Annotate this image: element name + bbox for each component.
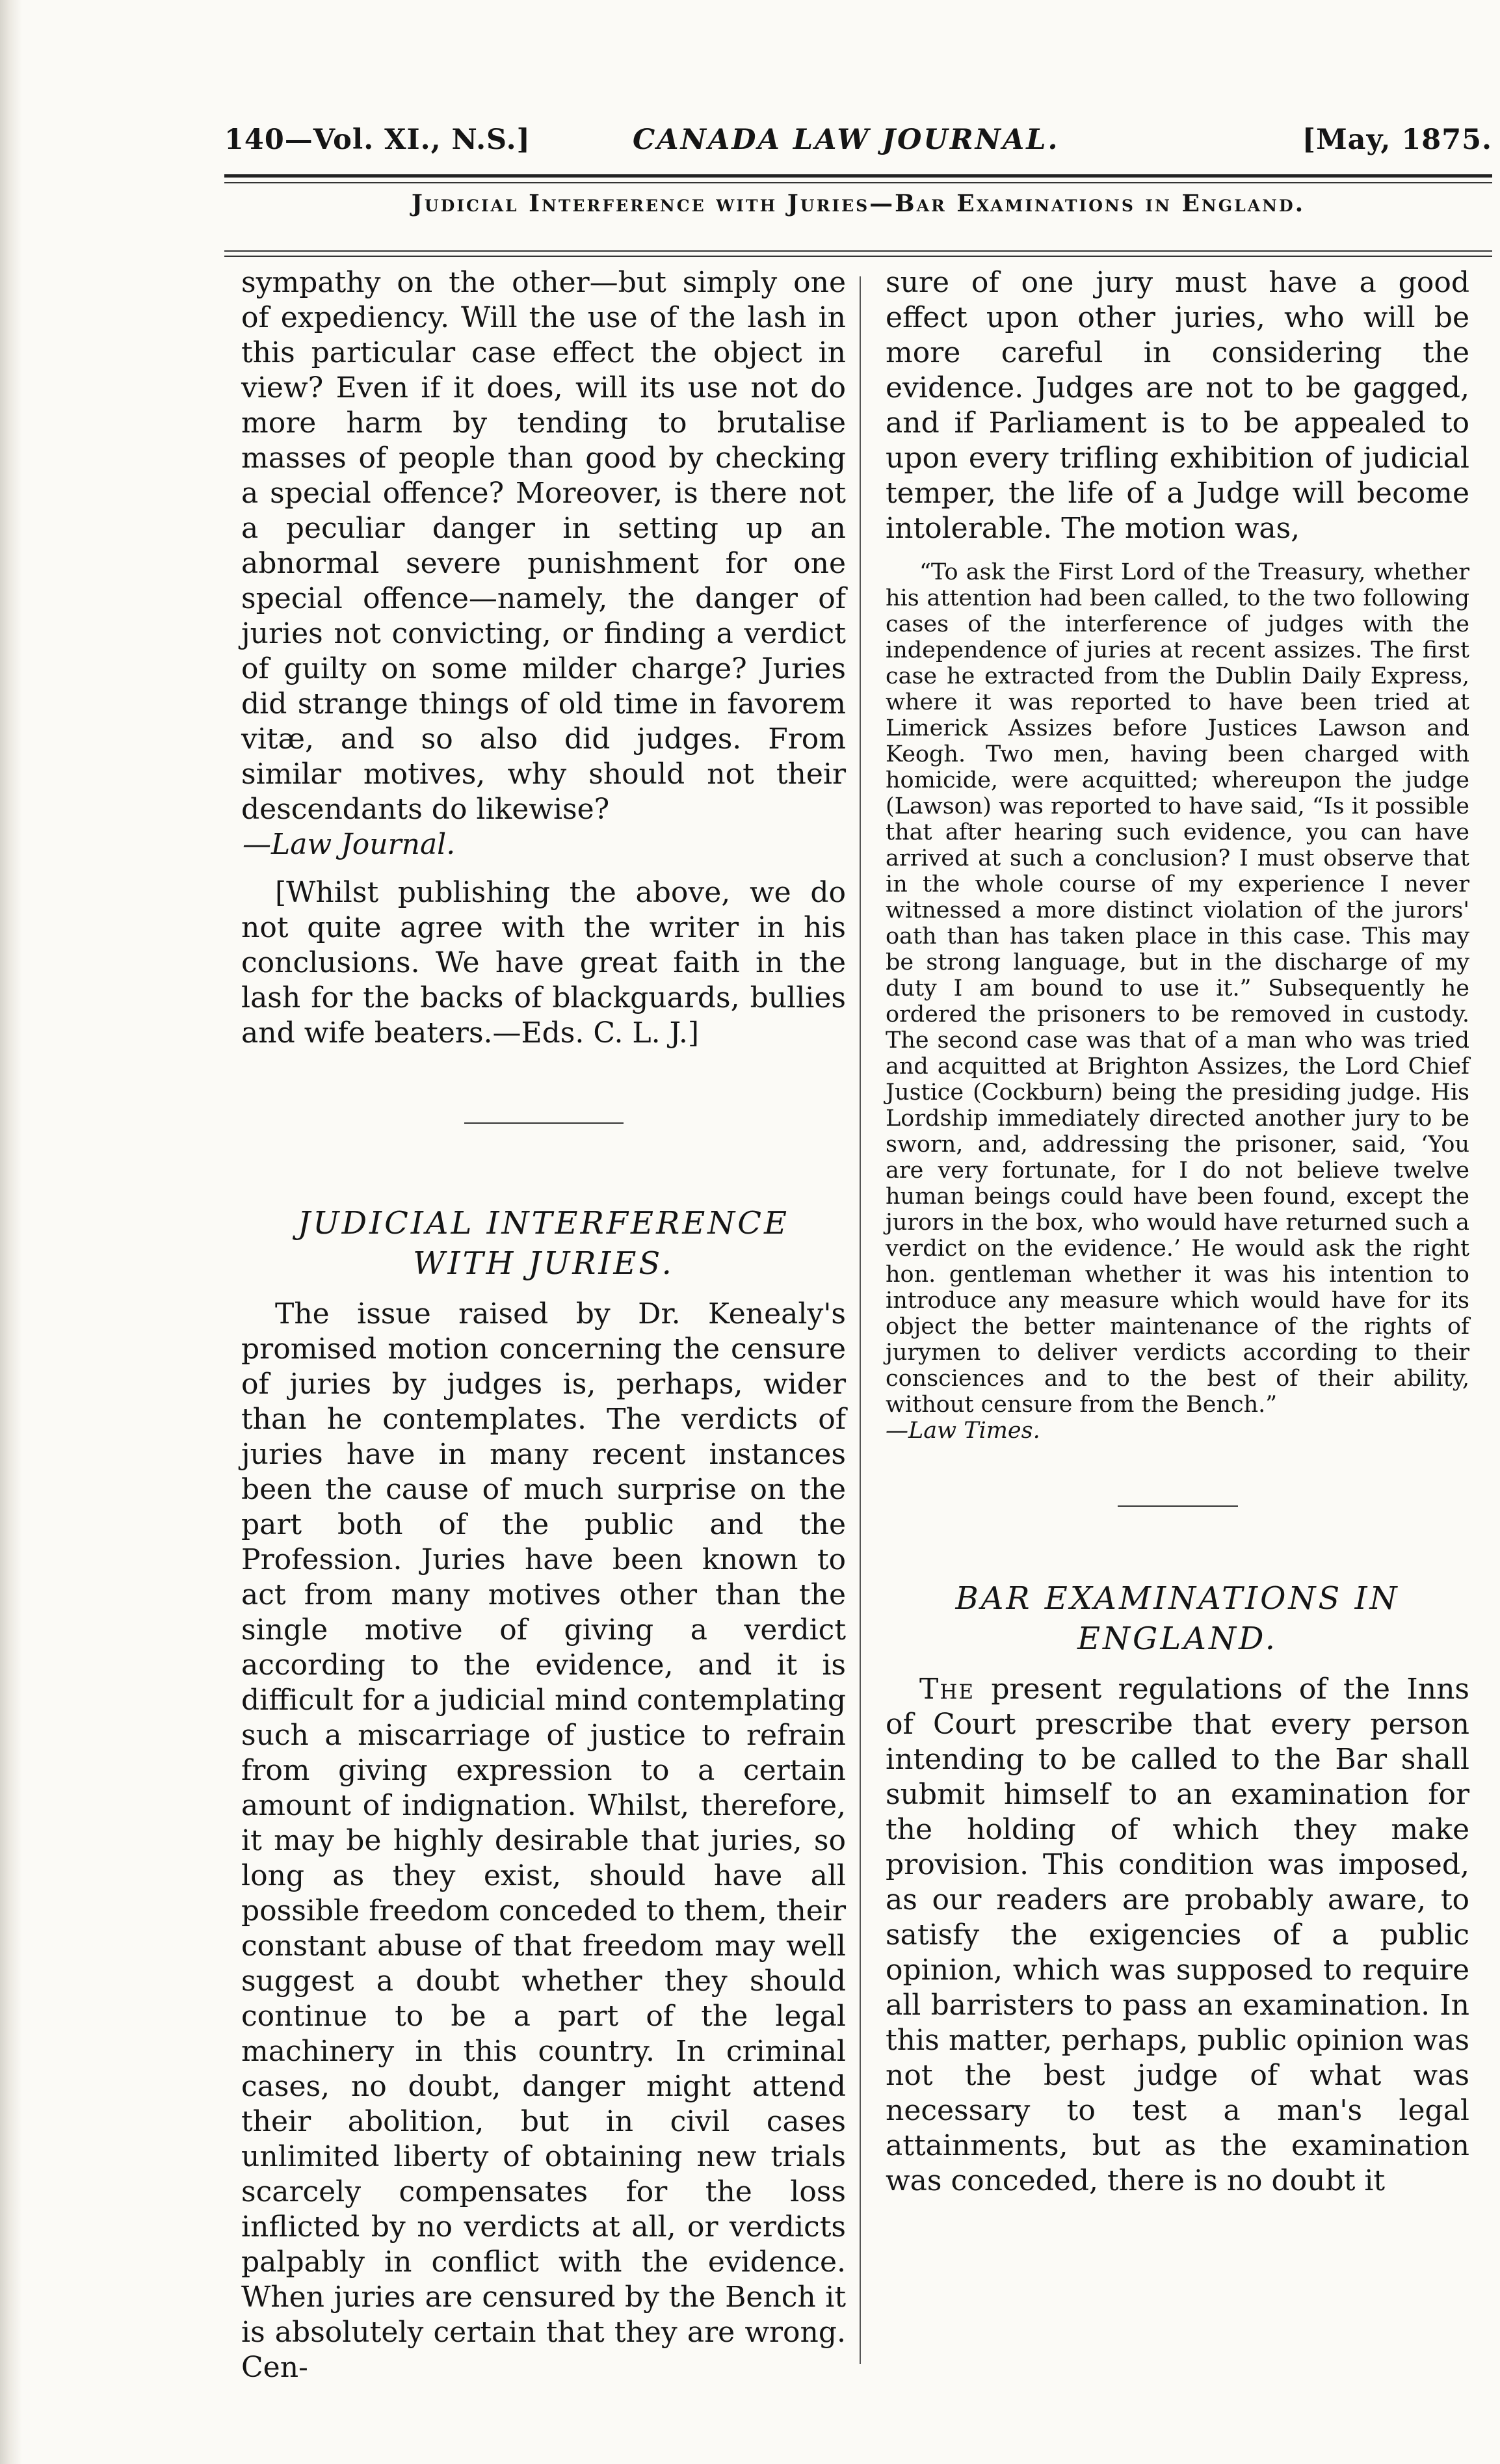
article-first-word: The: [919, 1673, 975, 1706]
source-citation: —Law Journal.: [243, 828, 456, 861]
quoted-motion: “To ask the First Lord of the Treasury, whether his attention had been called, to the two following cases of the interference of judges with the independence of juries at recent assizes. The first case he extracted from the Dublin Daily Express, where it was reported to have been tried at Limerick Assizes before Justices Lawson and Keogh. Two men, having been charged with homicide, were acquitted; whereupon the judge (Lawson) was reported to have said, “Is it possible that after hearing such evidence, you can have arrived at such a conclusion? I must observe that in the whole course of my experience I never witnessed a more distinct violation of the jurors' oath than has taken place in this case. This may be strong language, but in the discharge of my duty I am bound to use it.” Subsequently he ordered the prisoners to be removed in custody. The second case was that of a man who was tried and acquitted at Brighton Assizes, the Lord Chief Justice (Cockburn) being the presiding judge. His Lordship immediately directed another jury to be sworn, and, addressing the prisoner, said, ‘You are very fortunate, for I do not believe twelve human beings could have been found, except the jurors in the box, who would have returned such a verdict on the evidence.’ He would ask the right hon. gentleman whether it was his intention to introduce any measure which would have for its object the better maintenance of the rights of jurymen to deliver verdicts according to their consciences and to the best of their ability, without censure from the Bench.”: [886, 559, 1470, 1418]
left-column: [241, 265, 846, 2385]
section-rule-bottom: [224, 256, 1492, 257]
article-title-line-2: WITH JURIES.: [413, 1245, 674, 1282]
column-divider: [860, 276, 861, 2364]
right-column: [886, 265, 1469, 2199]
header-rule-thick: [224, 174, 1492, 178]
issue-date: [May, 1875.: [1302, 124, 1492, 156]
separator-space: [241, 1124, 846, 1203]
quote-source: —Law Times.: [886, 1418, 1040, 1444]
continued-paragraph-right: sure of one jury must have a good effect upon other juries, who will be more careful in considering the evidence. Judges are not to be gagged, and if Parliament is to be appealed to upon every trifling exhibition of judicial temper, the life of a Judge will become intolerable. The motion was,: [886, 266, 1469, 545]
section-rule-top: [224, 250, 1492, 252]
header-rule-thin: [224, 182, 1492, 183]
separator-space-right: [886, 1507, 1469, 1578]
running-head: [224, 116, 1492, 169]
editor-note: [Whilst publishing the above, we do not quite agree with the writer in his conclusions. We have great faith in the lash for the backs of blackguards, bullies and wife beaters.—Eds. C. L. J.]: [241, 876, 846, 1050]
article-title-line-2-right: ENGLAND.: [1077, 1621, 1278, 1657]
article-title-line-1-right: BAR EXAMINATIONS IN: [955, 1580, 1400, 1617]
article-title-line-1: JUDICIAL INTERFERENCE: [297, 1205, 790, 1241]
article-body-right: The present regulations of the Inns of Court prescribe that every person intending to be called to the Bar shall submit himself to an examination for the holding of which they make provision. This condition was imposed, as our readers are probably aware, to satisfy the exigencies of a public opinion, which was supposed to require all barristers to pass an examination. In this matter, perhaps, public opinion was not the best judge of what was necessary to test a man's legal attainments, but as the examination was conceded, there is no doubt it: [886, 1673, 1469, 2197]
journal-title: CANADA LAW JOURNAL.: [633, 124, 1060, 156]
article-body: The issue raised by Dr. Kenealy's promised motion concerning the censure of juries by judges is, perhaps, wider than he contemplates. The verdicts of juries have in many recent instances been the cause of much surprise on the part both of the public and the Profession. Juries have been known to act from many motives other than the single motive of giving a verdict according to the evidence, and it is difficult for a judicial mind contemplating such a miscarriage of justice to refrain from giving expression to a certain amount of indignation. Whilst, therefore, it may be highly desirable that juries, so long as they exist, should have all possible freedom conceded to them, their constant abuse of that freedom may well suggest a doubt whether they should continue to be a part of the legal machinery in this country. In criminal cases, no doubt, danger might attend their abolition, but in civil cases unlimited liberty of obtaining new trials scarcely compensates for the loss inflicted by no verdicts at all, or verdicts palpably in conflict with the evidence. When juries are censured by the Bench it is absolutely certain that they are wrong. Cen-: [241, 1297, 846, 2384]
section-heading: Judicial Interference with Juries—Bar Examinations in England.: [411, 190, 1306, 217]
scan-edge-shadow: [0, 0, 22, 2464]
continued-paragraph: sympathy on the other—but simply one of expediency. Will the use of the lash in this particular case effect the object in view? Even if it does, will its use not do more harm by tending to brutalise masses of people than good by checking a special offence? Moreover, is there not a peculiar danger in setting up an abnormal severe punishment for one special offence—namely, the danger of juries not convicting, or finding a verdict of guilty on some milder charge? Juries did strange things of old time in favorem vitæ, and so also did judges. From similar motives, why should not their descendants do likewise?: [241, 266, 846, 826]
page-volume-label: 140—Vol. XI., N.S.]: [224, 124, 531, 156]
